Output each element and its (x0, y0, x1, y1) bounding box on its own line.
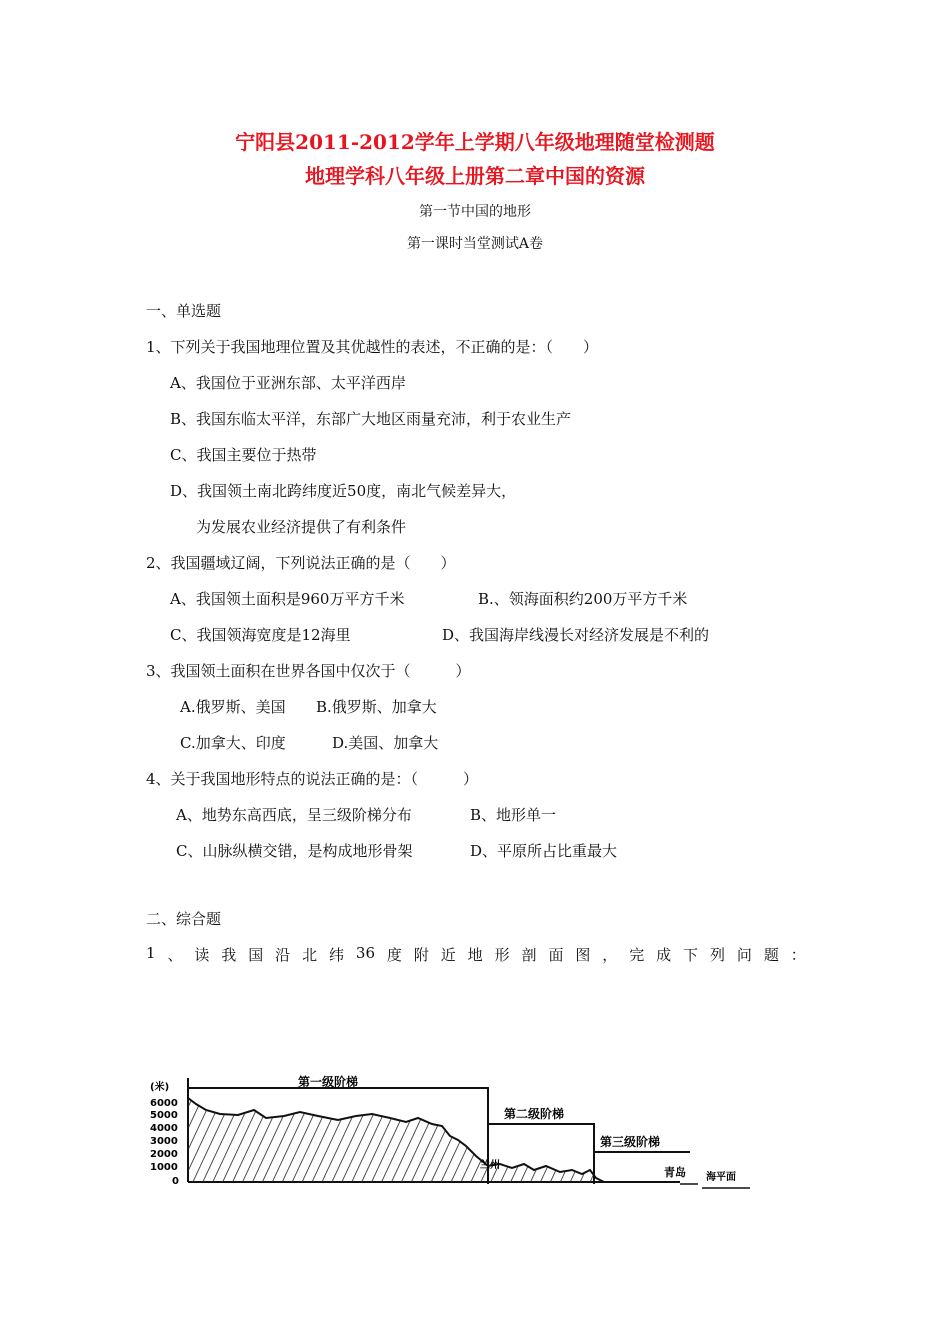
section-heading-comprehensive: 二、综合题 (146, 910, 222, 928)
section-heading-single-choice: 一、单选题 (146, 302, 222, 320)
q-char: 列 (709, 946, 725, 964)
question-1-stem: 1、下列关于我国地理位置及其优越性的表述，不正确的是：（ ） (146, 338, 599, 356)
question-3-option-d: D.美国、加拿大 (332, 734, 439, 752)
question-2-option-b: B.、领海面积约200万平方千米 (478, 590, 688, 608)
q-char: 问 (736, 946, 752, 964)
q-char: 形 (494, 946, 510, 964)
q-char: ， (602, 946, 618, 964)
question-2-option-c: C、我国领海宽度是12海里 (170, 626, 351, 644)
q-char: 剖 (521, 946, 537, 964)
terrain-hatch-fill (188, 1060, 708, 1182)
place-label-sea-level: 海平面 (706, 1172, 736, 1183)
q-char: 度 (386, 946, 402, 964)
document-title: 宁阳县2011-2012学年上学期八年级地理随堂检测题 (235, 130, 715, 154)
question-3-option-a: A.俄罗斯、美国 (180, 698, 286, 716)
comprehensive-question-1 (146, 944, 806, 965)
question-1-option-d: D、我国领土南北跨纬度近50度，南北气候差异大， (170, 482, 517, 500)
q-char: 下 (683, 946, 699, 964)
q-char: 成 (656, 946, 672, 964)
question-2-option-a: A、我国领土面积是960万平方千米 (170, 590, 405, 608)
y-tick-label: 5000 (150, 1110, 178, 1121)
question-4-option-c: C、山脉纵横交错，是构成地形骨架 (176, 842, 413, 860)
y-tick-label: 3000 (150, 1136, 178, 1147)
sea-level-line (680, 1184, 750, 1188)
q-char: 国 (248, 946, 264, 964)
q-char: 北 (302, 946, 318, 964)
y-tick-label: 2000 (150, 1149, 178, 1160)
question-2-stem: 2、我国疆域辽阔，下列说法正确的是（ ） (146, 554, 456, 572)
y-tick-label: 0 (172, 1176, 179, 1187)
q-char: 附 (413, 946, 429, 964)
question-3-option-c: C.加拿大、印度 (180, 734, 286, 752)
y-tick-label: 6000 (150, 1098, 178, 1109)
step-2-label: 第二级阶梯 (504, 1107, 565, 1121)
q-char: ： (790, 946, 806, 964)
question-4-stem: 4、关于我国地形特点的说法正确的是：（ ） (146, 770, 479, 788)
y-tick-label: 4000 (150, 1123, 178, 1134)
question-1-option-b: B、我国东临太平洋，东部广大地区雨量充沛，利于农业生产 (170, 410, 572, 428)
q-char: 36 (355, 944, 375, 962)
question-4-option-d: D、平原所占比重最大 (470, 842, 618, 860)
document-subtitle: 地理学科八年级上册第二章中国的资源 (305, 164, 645, 188)
q-char: 纬 (328, 946, 344, 964)
y-axis-unit: (米) (150, 1082, 170, 1093)
q-char: 地 (467, 946, 483, 964)
question-3-stem: 3、我国领土面积在世界各国中仅次于（ ） (146, 662, 471, 680)
q-char: 完 (629, 946, 645, 964)
q-char: 1 (146, 944, 156, 962)
question-1-option-d-cont: 为发展农业经济提供了有利条件 (196, 518, 407, 536)
question-4-option-a: A、地势东高西底，呈三级阶梯分布 (176, 806, 412, 824)
y-tick-label: 1000 (150, 1162, 178, 1173)
terrain-profile-chart (150, 1060, 760, 1200)
place-label-qingdao: 青岛 (664, 1166, 686, 1179)
q-char: 、 (167, 946, 183, 964)
q-char: 图 (575, 946, 591, 964)
question-3-option-b: B.俄罗斯、加拿大 (316, 698, 437, 716)
step-3-label: 第三级阶梯 (600, 1135, 661, 1149)
place-label-lanzhou: 兰州 (480, 1160, 500, 1171)
q-char: 我 (221, 946, 237, 964)
question-1-option-a: A、我国位于亚洲东部、太平洋西岸 (170, 374, 406, 392)
q-char: 面 (548, 946, 564, 964)
question-1-option-c: C、我国主要位于热带 (170, 446, 317, 464)
q-char: 读 (194, 946, 210, 964)
test-title: 第一课时当堂测试A卷 (406, 236, 544, 252)
question-4-option-b: B、地形单一 (470, 806, 557, 824)
question-2-option-d: D、我国海岸线漫长对经济发展是不利的 (442, 626, 710, 644)
q-char: 题 (763, 946, 779, 964)
q-char: 近 (440, 946, 456, 964)
section-title: 第一节中国的地形 (419, 204, 531, 220)
step-1-label: 第一级阶梯 (298, 1075, 359, 1089)
q-char: 沿 (275, 946, 291, 964)
